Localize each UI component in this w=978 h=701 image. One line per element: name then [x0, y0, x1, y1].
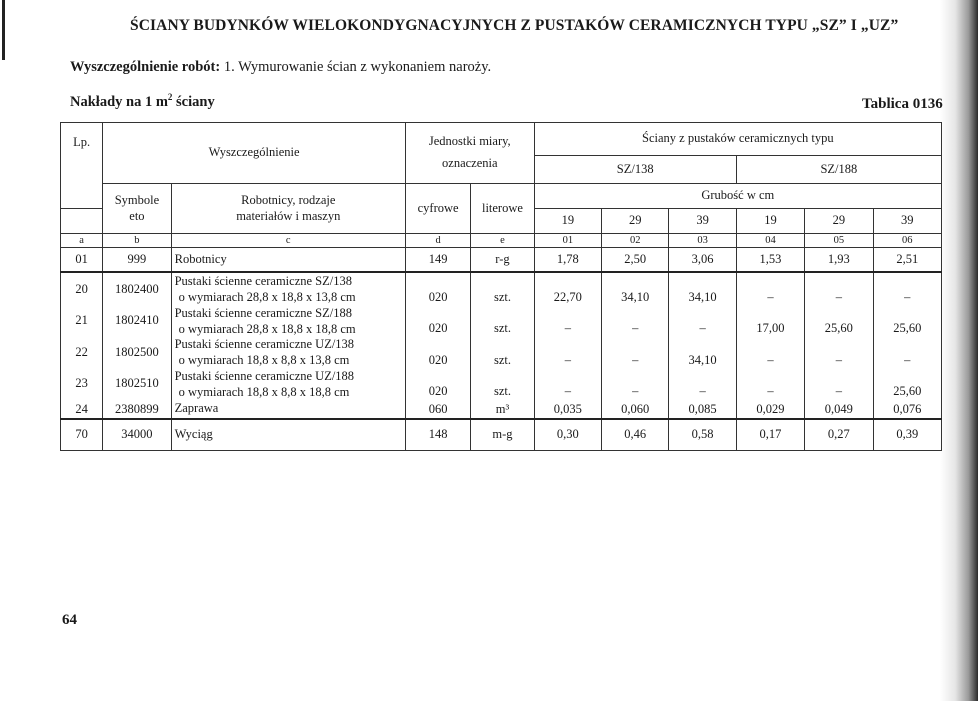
cell-name-line: Pustaki ścienne ceramiczne UZ/188: [174, 368, 355, 383]
header-symbole-line2: eto: [129, 208, 145, 223]
cell-lp: 24: [75, 401, 88, 416]
header-literowe: literowe: [471, 184, 534, 234]
header-sz138: SZ/138: [534, 156, 736, 184]
cell-literowe: m³: [495, 401, 510, 416]
column-letter: 03: [669, 234, 736, 248]
header-jednostki-line1: Jednostki miary,: [428, 134, 511, 149]
cell-lp: 22: [75, 344, 88, 359]
cell-value-group: [805, 272, 873, 419]
header-wyszczegolnienie: Wyszczególnienie: [103, 123, 406, 184]
column-letter: 02: [602, 234, 669, 248]
naklady-suffix: ściany: [176, 93, 215, 110]
cell-name-line: o wymiarach 18,8 x 8,8 x 18,8 cm: [178, 384, 350, 399]
cell-name-line: o wymiarach 18,8 x 8,8 x 13,8 cm: [178, 353, 350, 367]
cell-value: 0,049: [824, 401, 853, 416]
cell-value: 0,060: [621, 401, 650, 416]
header-jednostki-line2: oznaczenia: [442, 156, 498, 170]
cell-value: –: [767, 352, 774, 367]
cell-name: Wyciąg: [171, 419, 405, 451]
cell-symbol: 1802410: [115, 313, 159, 328]
cell-value: 17,00: [756, 321, 785, 336]
column-letter: b: [103, 234, 171, 248]
cell-value: –: [767, 384, 774, 399]
cell-value-group: [602, 272, 669, 419]
header-lp: Lp.: [61, 123, 103, 209]
thickness-cell: 29: [805, 209, 873, 234]
cell-value: 0,58: [669, 419, 736, 451]
cell-name-line: o wymiarach 28,8 x 18,8 x 18,8 cm: [178, 321, 356, 336]
cell-literowe: szt.: [493, 321, 511, 336]
cell-value: –: [699, 384, 706, 399]
cell-value: –: [632, 384, 639, 399]
cell-value: –: [835, 289, 842, 304]
column-letter: 05: [805, 234, 873, 248]
thickness-cell: 19: [736, 209, 804, 234]
page-title: ŚCIANY BUDYNKÓW WIELOKONDYGNACYJNYCH Z PUSTAKÓW CERAMICZNYCH TYPU „SZ” I „UZ”: [130, 17, 899, 34]
header-jednostki: [405, 123, 534, 184]
cell-symbol-group: [103, 272, 171, 419]
cell-value: –: [904, 289, 911, 304]
cell-literowe: szt.: [493, 289, 511, 304]
header-robotnicy: [171, 184, 405, 234]
cell-value: 3,06: [669, 248, 736, 273]
column-letter: 04: [736, 234, 804, 248]
cell-value-group: [669, 272, 736, 419]
cell-lp-group: [61, 272, 103, 419]
cell-name-line: Pustaki ścienne ceramiczne SZ/138: [174, 274, 352, 289]
cell-lp: 70: [61, 419, 103, 451]
naklady-prefix: Nakłady na 1 m: [70, 93, 168, 110]
cell-value: 2,50: [602, 248, 669, 273]
header-robotnicy-line2: materiałów i maszyn: [236, 208, 341, 223]
cell-value: 25,60: [824, 321, 853, 336]
cell-lp: 21: [75, 313, 88, 328]
cell-cyfrowe: 020: [428, 289, 448, 304]
cell-value: –: [767, 289, 774, 304]
cell-literowe: szt.: [493, 352, 511, 367]
column-letter: d: [405, 234, 470, 248]
cell-value: –: [564, 321, 571, 336]
cell-literowe: szt.: [493, 384, 511, 399]
column-letter: e: [471, 234, 534, 248]
cell-value: 34,10: [688, 352, 717, 367]
column-letter: 06: [873, 234, 941, 248]
table-row-robotnicy: [61, 248, 942, 273]
spec-text: 1. Wymurowanie ścian z wykonaniem naroży.: [223, 59, 492, 75]
cell-literowe-group: [471, 272, 534, 419]
cell-value: –: [699, 321, 706, 336]
cell-cyfrowe: 020: [428, 384, 448, 399]
cell-value: 25,60: [893, 384, 922, 399]
thickness-cell: 19: [534, 209, 601, 234]
cell-symbol: 2380899: [115, 401, 159, 416]
cell-value: –: [564, 352, 571, 367]
book-spine-shadow: [940, 0, 978, 701]
cell-value-group: [534, 272, 601, 419]
cell-value: 0,076: [893, 401, 922, 416]
cell-name: Robotnicy: [171, 248, 405, 273]
norms-table: [60, 122, 942, 451]
cell-value: 0,029: [756, 401, 785, 416]
cell-literowe: m-g: [471, 419, 534, 451]
thickness-cell: 39: [873, 209, 941, 234]
cell-value: –: [904, 352, 911, 367]
cell-cyfrowe: 020: [428, 321, 448, 336]
cell-value: 1,78: [534, 248, 601, 273]
column-letter: c: [171, 234, 405, 248]
table-row-materials: [61, 272, 942, 419]
cell-value: 25,60: [893, 321, 922, 336]
cell-value: –: [564, 384, 571, 399]
cell-name-group: [171, 272, 405, 419]
cell-name-line: Zaprawa: [174, 401, 219, 416]
header-sciany: Ściany z pustaków ceramicznych typu: [534, 123, 941, 156]
work-specification: [70, 59, 491, 76]
cell-value: 2,51: [873, 248, 941, 273]
cell-value-group: [873, 272, 941, 419]
cell-name-line: Pustaki ścienne ceramiczne UZ/138: [174, 337, 355, 352]
cell-value: –: [632, 352, 639, 367]
naklady-sup: 2: [167, 92, 173, 102]
cell-cyfrowe-group: [405, 272, 470, 419]
column-letter: 01: [534, 234, 601, 248]
thickness-cell: 39: [669, 209, 736, 234]
header-symbole-line1: Symbole: [114, 192, 160, 207]
page-number: 64: [62, 612, 77, 628]
cell-value: 0,27: [805, 419, 873, 451]
cell-value: 22,70: [553, 289, 582, 304]
cell-value: 0,39: [873, 419, 941, 451]
table-reference: Tablica 0136: [862, 96, 943, 112]
cell-value: 34,10: [621, 289, 650, 304]
cell-value-group: [736, 272, 804, 419]
cell-symbol: 1802510: [115, 376, 159, 391]
header-grubosc: Grubość w cm: [534, 184, 941, 209]
cell-value: –: [835, 384, 842, 399]
cell-cyfrowe: 020: [428, 352, 448, 367]
thickness-cell: 29: [602, 209, 669, 234]
cell-symbol: 999: [103, 248, 171, 273]
spec-label: Wyszczególnienie robót:: [70, 59, 221, 75]
cell-cyfrowe: 060: [428, 401, 448, 416]
page-edge-left: [2, 0, 5, 60]
cell-cyfrowe: 149: [405, 248, 470, 273]
header-cyfrowe: cyfrowe: [405, 184, 470, 234]
cell-symbol: 1802500: [115, 344, 159, 359]
cell-value: 0,085: [688, 401, 717, 416]
cell-value: –: [632, 321, 639, 336]
cell-value: 0,30: [534, 419, 601, 451]
cell-value: 1,93: [805, 248, 873, 273]
cell-value: 0,46: [602, 419, 669, 451]
cell-symbol: 34000: [103, 419, 171, 451]
cell-value: 0,17: [736, 419, 804, 451]
header-robotnicy-line1: Robotnicy, rodzaje: [241, 192, 336, 207]
column-letter: a: [61, 234, 103, 248]
cell-cyfrowe: 148: [405, 419, 470, 451]
cell-value: 0,035: [553, 401, 582, 416]
table-row-wyciag: [61, 419, 942, 451]
cell-literowe: r-g: [471, 248, 534, 273]
header-symbole: [103, 184, 171, 234]
cell-value: 34,10: [688, 289, 717, 304]
cell-lp: 23: [75, 376, 88, 391]
cell-name-line: o wymiarach 28,8 x 18,8 x 13,8 cm: [178, 290, 356, 304]
naklady-heading: [70, 92, 215, 111]
cell-name-line: Pustaki ścienne ceramiczne SZ/188: [174, 305, 352, 320]
cell-value: 1,53: [736, 248, 804, 273]
cell-lp: 01: [61, 248, 103, 273]
cell-symbol: 1802400: [115, 281, 159, 296]
header-sz188: SZ/188: [736, 156, 941, 184]
cell-lp: 20: [75, 281, 88, 296]
cell-value: –: [835, 352, 842, 367]
header-lp-spacer: [61, 209, 103, 234]
